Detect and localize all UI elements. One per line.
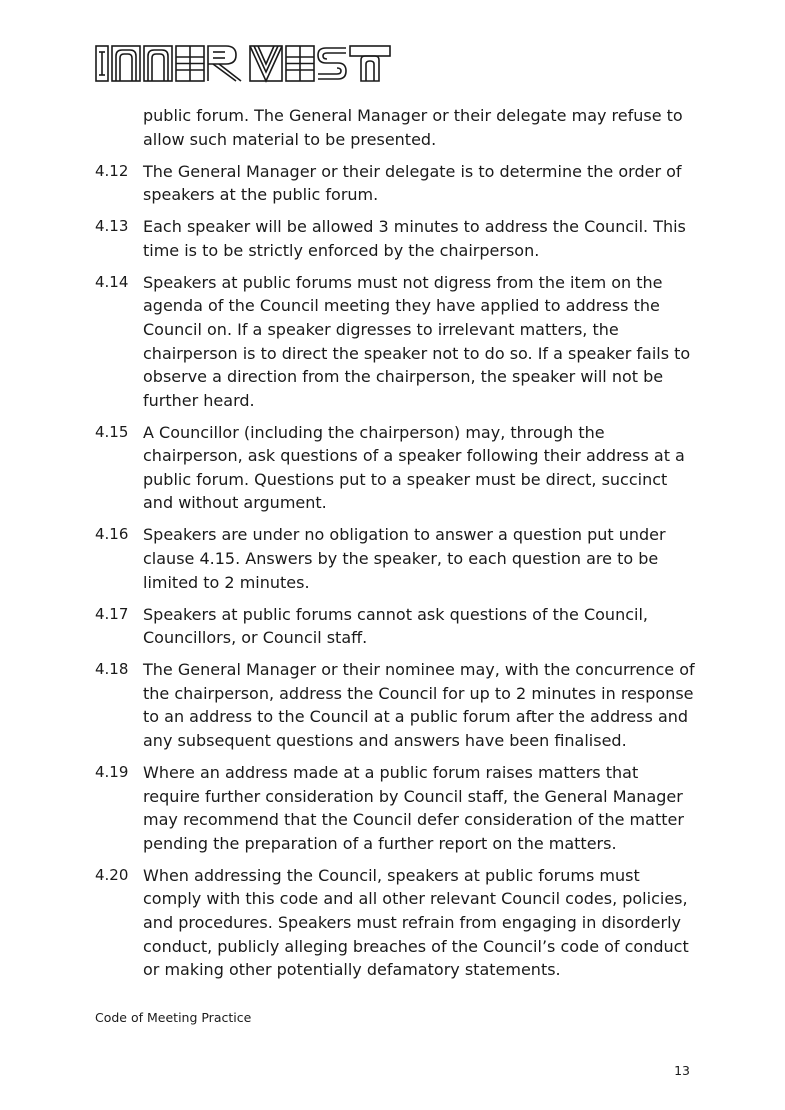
clause-text: Speakers at public forums must not digress from the item on the agenda of the Council meeting they have applied to address the Council on. If a speaker digresses to irrelevant matters, the chairperson is to direct the speaker not to do so. If a speaker fails to observe a direction from the chairperson, the speaker will not be further heard. xyxy=(143,272,691,410)
document-body xyxy=(95,104,695,982)
clause-number: 4.19 xyxy=(95,762,129,781)
clause-4-20 xyxy=(95,864,695,982)
clause-text: Speakers are under no obligation to answer a question put under clause 4.15. Answers by the speaker, to each question are to be limited to 2 minutes. xyxy=(143,525,666,592)
clause-text: The General Manager or their nominee may, with the concurrence of the chairperson, address the Council for up to 2 minutes in response to an address to the Council at a public forum after the address and any subsequent questions and answers have been finalised. xyxy=(143,660,695,750)
clause-4-19 xyxy=(95,761,695,855)
footer-title: Code of Meeting Practice xyxy=(95,1010,252,1025)
clause-number: 4.17 xyxy=(95,604,129,623)
clause-4-15 xyxy=(95,421,695,515)
clause-number: 4.16 xyxy=(95,525,129,544)
clause-text: Speakers at public forums cannot ask questions of the Council, Councillors, or Council staff. xyxy=(143,604,648,648)
clause-4-16 xyxy=(95,523,695,594)
clause-4-17 xyxy=(95,603,695,650)
clause-number: 4.13 xyxy=(95,217,129,236)
logo-icon xyxy=(95,44,392,84)
clause-text: A Councillor (including the chairperson) may, through the chairperson, ask questions of a speaker following their address at a public forum. Questions put to a speaker must be direct, succinct and without argument. xyxy=(143,422,685,513)
inner-west-logo xyxy=(95,44,392,84)
clause-number: 4.12 xyxy=(95,161,129,180)
clause-number: 4.20 xyxy=(95,865,129,884)
clause-4-18 xyxy=(95,658,695,752)
clause-4-14 xyxy=(95,271,695,413)
clause-text: Each speaker will be allowed 3 minutes to address the Council. This time is to be strictly enforced by the chairperson. xyxy=(143,217,686,260)
continued-paragraph: public forum. The General Manager or their delegate may refuse to allow such material to be presented. xyxy=(143,106,683,149)
page-number: 13 xyxy=(674,1063,690,1078)
clause-4-12 xyxy=(95,160,695,207)
clause-text: When addressing the Council, speakers at public forums must comply with this code and all other relevant Council codes, policies, and procedures. Speakers must refrain from engaging in disorderly conduct, publicly alleging breaches of the Council’s code of conduct or making other potentially defamatory statements. xyxy=(143,865,689,980)
clause-number: 4.14 xyxy=(95,272,129,291)
clause-number: 4.15 xyxy=(95,422,129,441)
clause-4-13 xyxy=(95,215,695,262)
clause-text: Where an address made at a public forum raises matters that require further consideration by Council staff, the General Manager may recommend that the Council defer consideration of the matter pending the preparation of a further report on the matters. xyxy=(143,762,684,853)
clause-number: 4.18 xyxy=(95,660,129,679)
clause-text: The General Manager or their delegate is to determine the order of speakers at the public forum. xyxy=(143,161,682,205)
